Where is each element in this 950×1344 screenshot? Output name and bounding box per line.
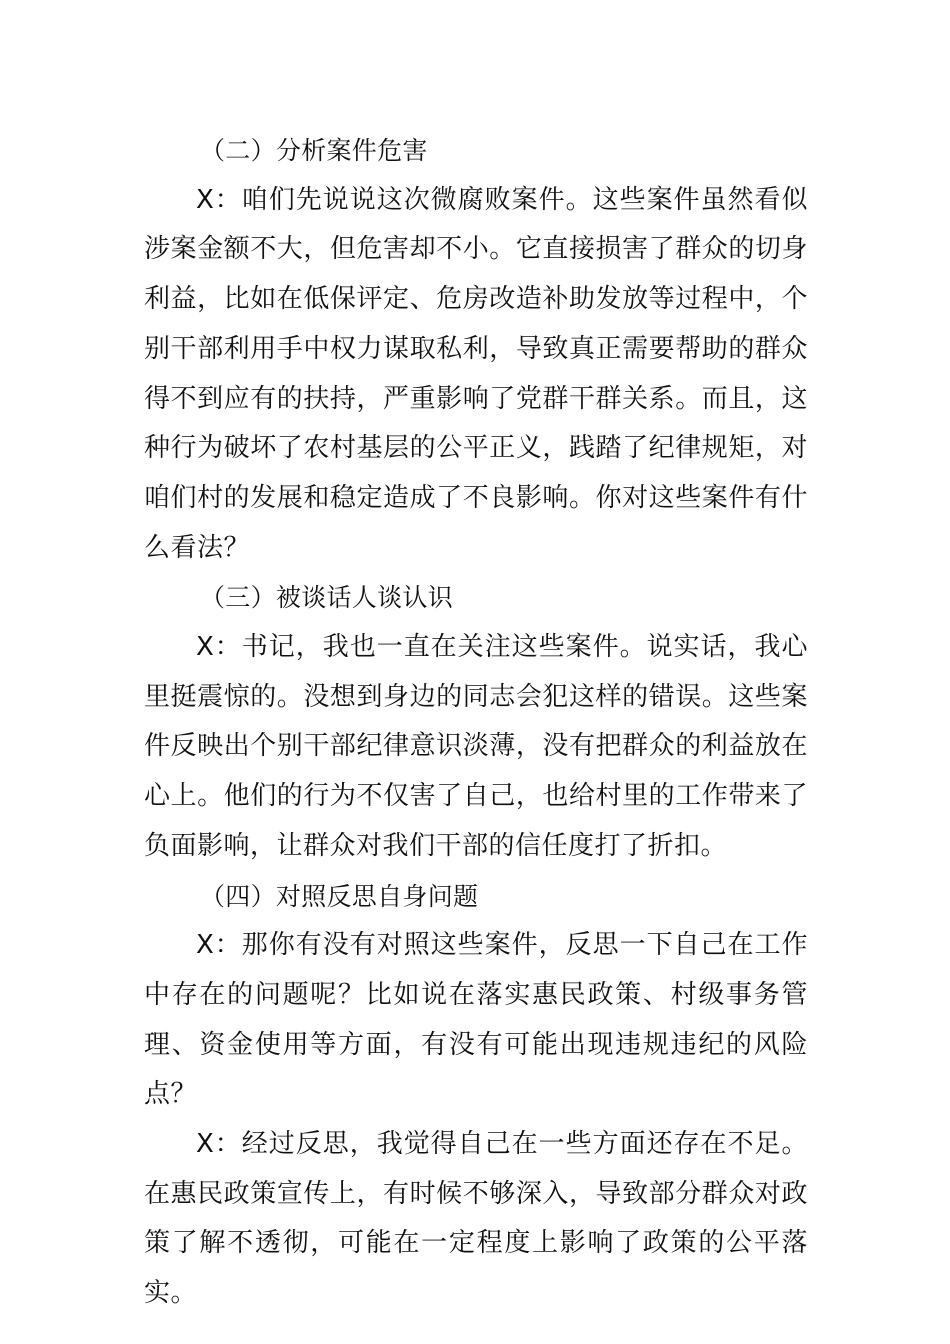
paragraph-reflection-answer: X：经过反思，我觉得自己在一些方面还存在不足。在惠民政策宣传上，有时候不够深入，导致部分群众对政策了解不透彻，可能在一定程度上影响了政策的公平落实。	[144, 1129, 808, 1309]
paragraph-interviewee-view: X：书记，我也一直在关注这些案件。说实话，我心里挺震惊的。没想到身边的同志会犯这样的错误。这些案件反映出个别干部纪律意识淡薄，没有把群众的利益放在心上。他们的行为不仅害了自己，也给村里的工作带来了负面影响，让群众对我们干部的信任度打了折扣。	[144, 632, 808, 861]
section-heading-analyze-harm: （二）分析案件危害	[200, 136, 428, 165]
document-body	[144, 126, 808, 1319]
paragraph-case-harm: X：咱们先说说这次微腐败案件。这些案件虽然看似涉案金额不大，但危害却不小。它直接损害了群众的切身利益，比如在低保评定、危房改造补助发放等过程中，个别干部利用手中权力谋取私利，导致真正需要帮助的群众得不到应有的扶持，严重影响了党群干群关系。而且，这种行为破坏了农村基层的公平正义，践踏了纪律规矩，对咱们村的发展和稳定造成了不良影响。你对这些案件有什么看法？	[144, 184, 808, 563]
section-heading-interviewee-understanding: （三）被谈话人谈认识	[200, 583, 454, 613]
paragraph-reflection-question: X：那你有没有对照这些案件，反思一下自己在工作中存在的问题呢？比如说在落实惠民政策、村级事务管理、资金使用等方面，有没有可能出现违规违纪的风险点？	[144, 930, 808, 1110]
section-heading-self-reflection: （四）对照反思自身问题	[200, 881, 479, 911]
